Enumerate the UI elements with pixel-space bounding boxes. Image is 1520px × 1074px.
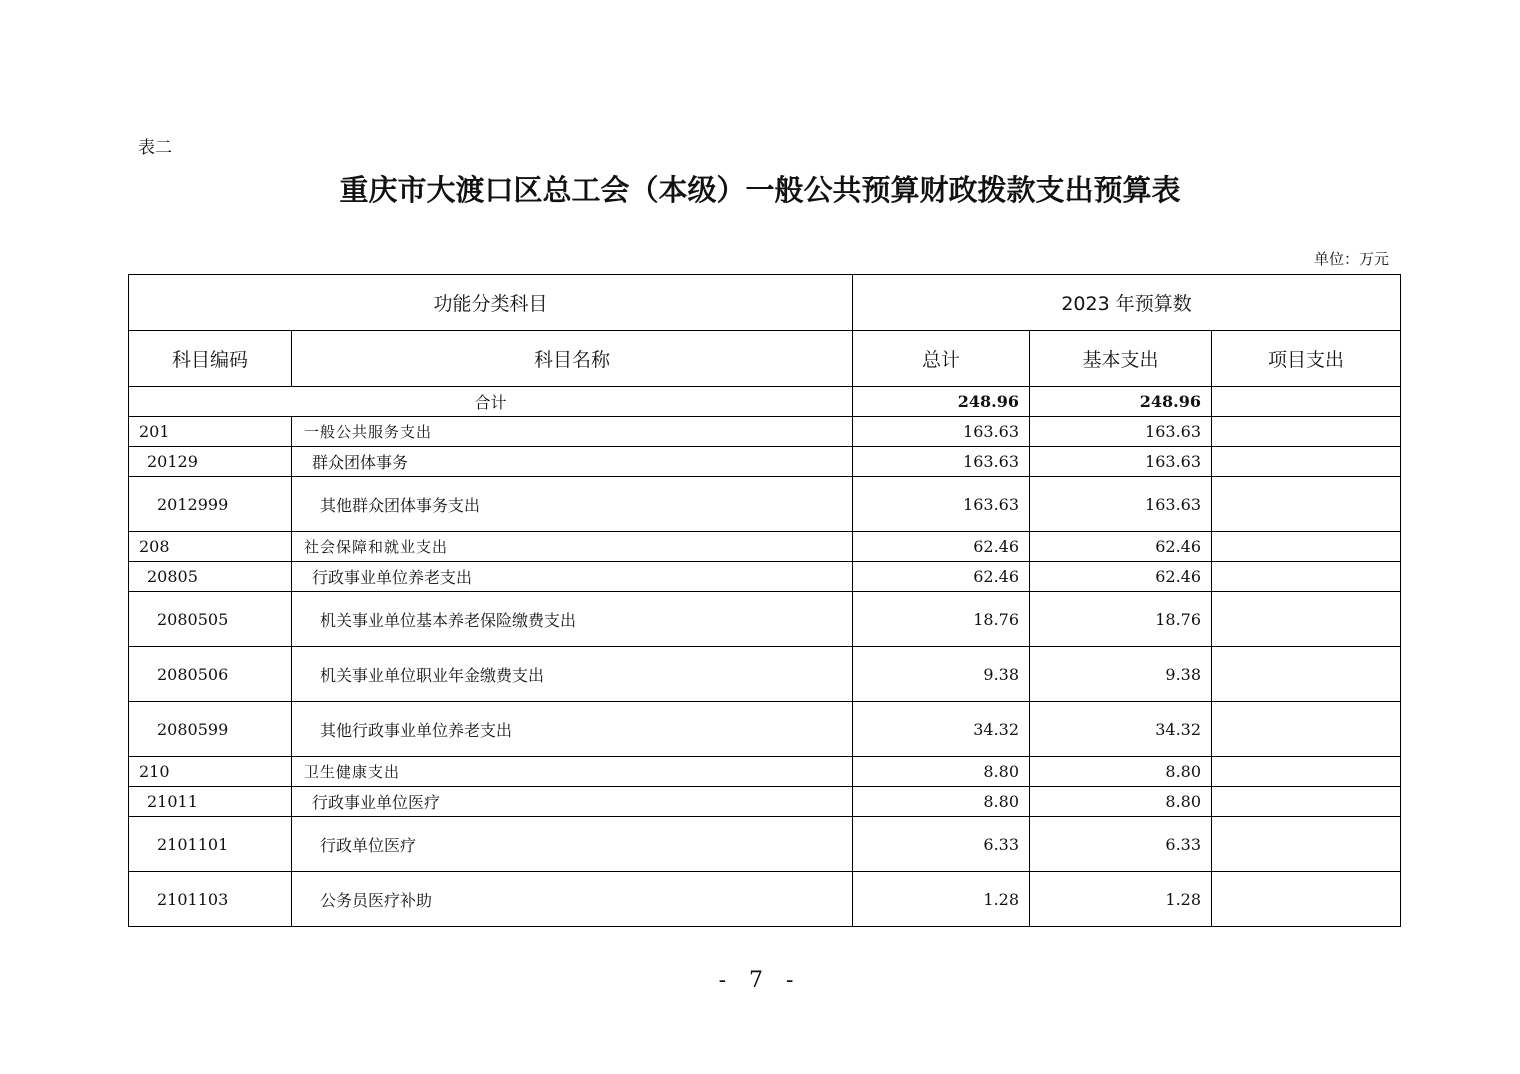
row-project [1212,562,1401,592]
table-row [129,647,1401,702]
table-row [129,757,1401,787]
subject-name: 其他群众团体事务支出 [292,477,853,532]
row-total: 163.63 [853,447,1030,477]
row-basic: 8.80 [1030,757,1212,787]
subject-code: 2101103 [129,872,292,927]
subject-code: 208 [129,532,292,562]
budget-table [128,274,1401,927]
row-basic: 18.76 [1030,592,1212,647]
subject-name: 其他行政事业单位养老支出 [292,702,853,757]
subject-name: 一般公共服务支出 [292,417,853,447]
row-total: 18.76 [853,592,1030,647]
total-row [129,387,1401,417]
total-amount: 248.96 [853,387,1030,417]
table-row [129,592,1401,647]
row-total: 34.32 [853,702,1030,757]
row-total: 9.38 [853,647,1030,702]
subject-name: 社会保障和就业支出 [292,532,853,562]
subject-code: 2080506 [129,647,292,702]
row-project [1212,417,1401,447]
row-project [1212,817,1401,872]
table-row [129,562,1401,592]
row-basic: 8.80 [1030,787,1212,817]
header-subject-code: 科目编码 [129,331,292,387]
row-project [1212,447,1401,477]
row-basic: 163.63 [1030,417,1212,447]
row-project [1212,872,1401,927]
table-row [129,447,1401,477]
header-budget-year: 2023 年预算数 [853,275,1401,331]
page-title: 重庆市大渡口区总工会（本级）一般公共预算财政拨款支出预算表 [339,173,1181,207]
subject-name: 公务员医疗补助 [292,872,853,927]
subject-code: 20129 [129,447,292,477]
row-total: 163.63 [853,477,1030,532]
subject-code: 2080599 [129,702,292,757]
subject-code: 201 [129,417,292,447]
subject-name: 机关事业单位职业年金缴费支出 [292,647,853,702]
table-row [129,417,1401,447]
row-project [1212,787,1401,817]
total-project [1212,387,1401,417]
row-basic: 9.38 [1030,647,1212,702]
subject-name: 群众团体事务 [292,447,853,477]
row-project [1212,592,1401,647]
subject-code: 21011 [129,787,292,817]
subject-name: 行政事业单位养老支出 [292,562,853,592]
table-row [129,817,1401,872]
row-total: 163.63 [853,417,1030,447]
header-total: 总计 [853,331,1030,387]
table-row [129,477,1401,532]
row-project [1212,757,1401,787]
row-project [1212,532,1401,562]
total-basic: 248.96 [1030,387,1212,417]
row-total: 62.46 [853,532,1030,562]
row-project [1212,647,1401,702]
row-project [1212,477,1401,532]
row-total: 8.80 [853,757,1030,787]
header-subject-name: 科目名称 [292,331,853,387]
unit-label: 单位：万元 [1313,250,1389,268]
subject-code: 20805 [129,562,292,592]
row-total: 6.33 [853,817,1030,872]
table-row [129,702,1401,757]
row-basic: 34.32 [1030,702,1212,757]
table-row [129,532,1401,562]
subject-name: 卫生健康支出 [292,757,853,787]
row-basic: 163.63 [1030,447,1212,477]
row-basic: 62.46 [1030,532,1212,562]
table-number: 表二 [138,138,172,158]
total-label: 合计 [129,387,853,417]
page-number: - 7 - [718,968,802,993]
subject-name: 行政事业单位医疗 [292,787,853,817]
subject-code: 2080505 [129,592,292,647]
table-row [129,787,1401,817]
subject-name: 行政单位医疗 [292,817,853,872]
subject-code: 2012999 [129,477,292,532]
header-functional-category: 功能分类科目 [129,275,853,331]
row-total: 62.46 [853,562,1030,592]
subject-code: 210 [129,757,292,787]
subject-name: 机关事业单位基本养老保险缴费支出 [292,592,853,647]
header-basic-expense: 基本支出 [1030,331,1212,387]
row-basic: 62.46 [1030,562,1212,592]
row-basic: 1.28 [1030,872,1212,927]
row-total: 8.80 [853,787,1030,817]
row-total: 1.28 [853,872,1030,927]
row-basic: 6.33 [1030,817,1212,872]
row-basic: 163.63 [1030,477,1212,532]
table-row [129,872,1401,927]
header-project-expense: 项目支出 [1212,331,1401,387]
subject-code: 2101101 [129,817,292,872]
row-project [1212,702,1401,757]
